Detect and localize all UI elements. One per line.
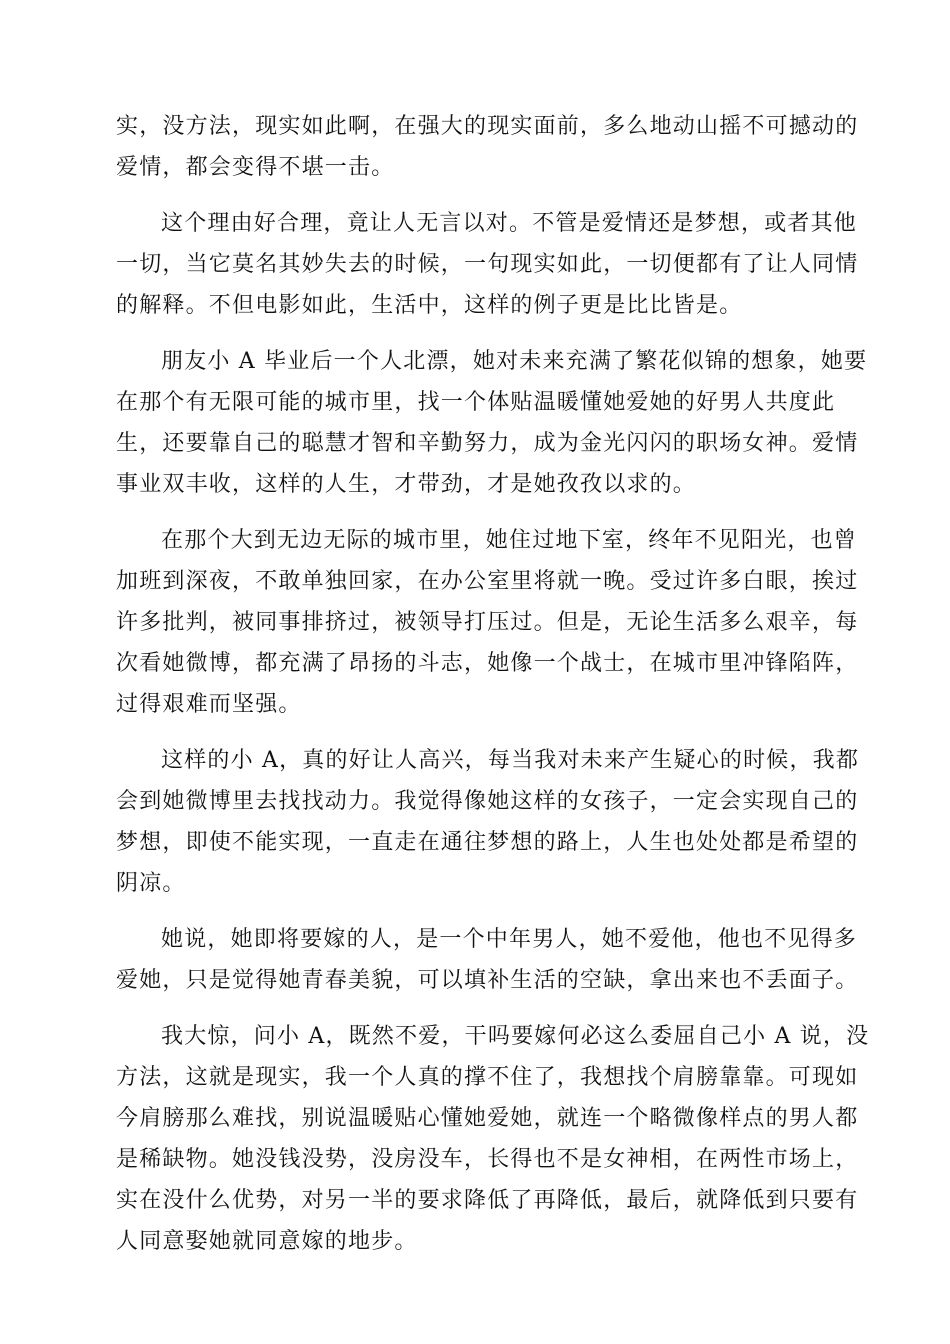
text-line: 她说，她即将要嫁的人，是一个中年男人，她不爱他，他也不见得多	[161, 927, 858, 952]
text-line: 在那个大到无边无际的城市里，她住过地下室，终年不见阳光，也曾	[161, 528, 858, 553]
text-line: 一切，当它莫名其妙失去的时候，一句现实如此，一切便都有了让人同情	[116, 252, 859, 277]
text-line: 爱她，只是觉得她青春美貌，可以填补生活的空缺，拿出来也不丢面子。	[116, 968, 859, 993]
text-line: 事业双丰收，这样的人生，才带劲，才是她孜孜以求的。	[116, 472, 697, 497]
paragraph-4	[116, 520, 859, 725]
text-line: 过得艰难而坚强。	[116, 692, 302, 717]
text-line: 次看她微博，都充满了昂扬的斗志，她像一个战士，在城市里冲锋陷阵，	[116, 651, 859, 676]
text-line: 今肩膀那么难找，别说温暖贴心懂她爱她，就连一个略微像样点的男人都	[116, 1106, 859, 1131]
paragraph-1	[116, 106, 859, 188]
text-line: 爱情，都会变得不堪一击。	[116, 155, 395, 180]
text-line: 实，没方法，现实如此啊，在强大的现实面前，多么地动山摇不可撼动的	[116, 114, 859, 139]
text-line: 这个理由好合理，竟让人无言以对。不管是爱情还是梦想，或者其他	[161, 211, 858, 236]
text-line: 实在没什么优势，对另一半的要求降低了再降低，最后，就降低到只要有	[116, 1188, 859, 1213]
paragraph-5	[116, 740, 860, 904]
text-line: 在那个有无限可能的城市里，找一个体贴温暖懂她爱她的好男人共度此	[116, 390, 836, 415]
text-line: 这样的小 A，真的好让人高兴，每当我对未来产生疑心的时候，我都	[161, 748, 860, 773]
text-line: 方法，这就是现实，我一个人真的撑不住了，我想找个肩膀靠靠。可现如	[116, 1065, 859, 1090]
text-line: 加班到深夜，不敢单独回家，在办公室里将就一晚。受过许多白眼，挨过	[116, 569, 859, 594]
paragraph-3	[116, 341, 868, 505]
text-line: 是稀缺物。她没钱没势，没房没车，长得也不是女神相，在两性市场上，	[116, 1147, 859, 1172]
paragraph-2	[116, 203, 859, 326]
text-line: 会到她微博里去找找动力。我觉得像她这样的女孩子，一定会实现自己的	[116, 789, 859, 814]
text-line: 我大惊，问小 A，既然不爱，干吗要嫁何必这么委屈自己小 A 说，没	[161, 1024, 870, 1049]
text-line: 的解释。不但电影如此，生活中，这样的例子更是比比皆是。	[116, 293, 743, 318]
document-body	[116, 106, 870, 1277]
text-line: 人同意娶她就同意嫁的地步。	[116, 1229, 418, 1254]
text-line: 生，还要靠自己的聪慧才智和辛勤努力，成为金光闪闪的职场女神。爱情	[116, 431, 859, 456]
paragraph-6	[116, 919, 859, 1001]
text-line: 阴凉。	[116, 871, 186, 896]
paragraph-7	[116, 1016, 870, 1262]
text-line: 朋友小 A 毕业后一个人北漂，她对未来充满了繁花似锦的想象，她要	[161, 349, 868, 374]
text-line: 许多批判，被同事排挤过，被领导打压过。但是，无论生活多么艰辛，每	[116, 610, 859, 635]
text-line: 梦想，即使不能实现，一直走在通往梦想的路上，人生也处处都是希望的	[116, 830, 859, 855]
